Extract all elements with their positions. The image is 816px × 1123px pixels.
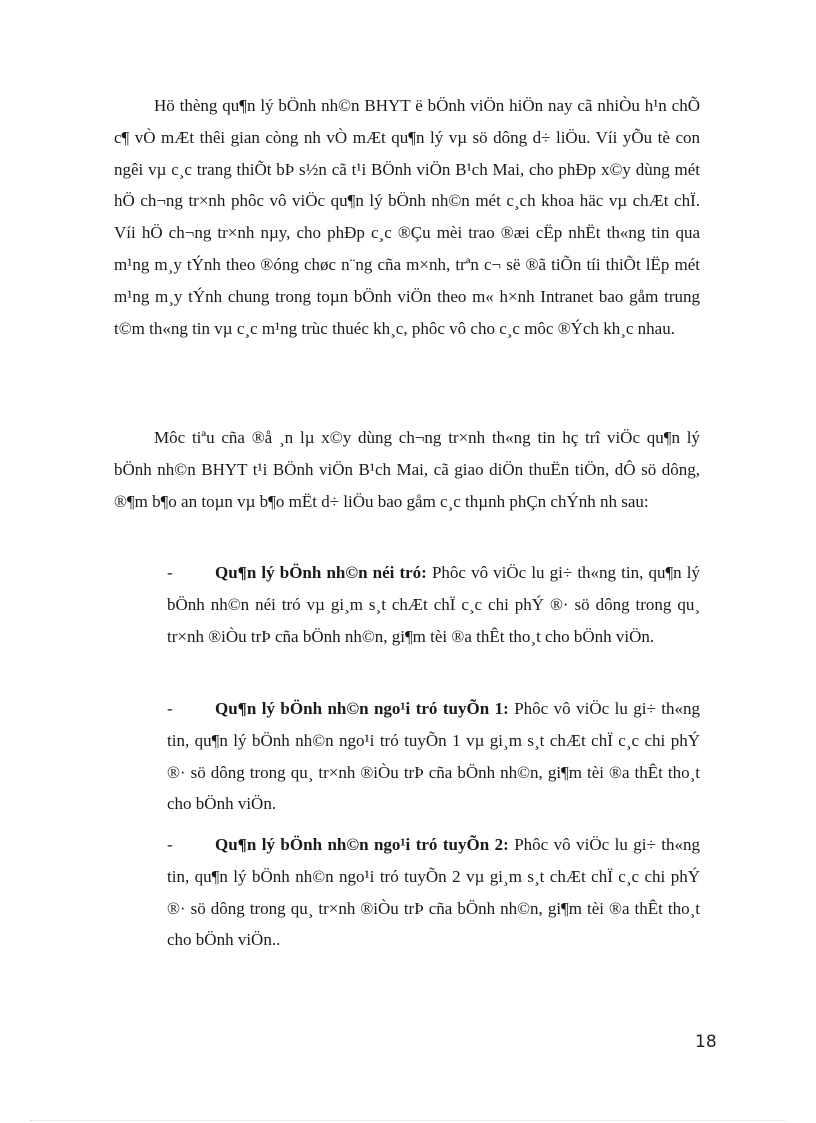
bullet-item-outpatient-line-1 bbox=[167, 693, 700, 820]
bullet-dash: - bbox=[167, 699, 173, 718]
body-paragraph-project-goal: Môc tiªu cña ®å ¸n lµ x©y dùng ch¬ng tr×nh th«ng tin hç trî viÖc qu¶n lý bÖnh nh©n BHYT t¹i BÖnh viÖn B¹ch Mai, cã giao diÖn thuËn tiÖn, dÔ sö dông, ®¶m b¶o an toµn vµ b¶o mËt d÷ liÖu bao gåm c¸c thµnh phÇn chÝnh nh sau: bbox=[114, 428, 700, 511]
bullet-dash: - bbox=[167, 563, 173, 582]
bullet-dash: - bbox=[167, 835, 173, 854]
bullet-item-inpatient bbox=[167, 557, 700, 652]
bullet-title: Qu¶n lý bÖnh nh©n ngo¹i tró tuyÕn 1: bbox=[215, 699, 509, 718]
bullet-text: Phôc vô viÖc lu gi÷ th«ng tin, qu¶n lý bÖnh nh©n ngo¹i tró tuyÕn 1 vµ gi¸m s¸t chÆt chÏ c¸c chi phÝ ®· sö dông trong qu¸ tr×nh ®iÒu trÞ cña bÖnh nh©n, gi¶m tèi ®a thÊt tho¸t cho bÖnh viÖn. bbox=[167, 699, 701, 814]
bullet-title: Qu¶n lý bÖnh nh©n néi tró: bbox=[215, 563, 427, 582]
page-number: 18 bbox=[695, 1032, 717, 1052]
bullet-title: Qu¶n lý bÖnh nh©n ngo¹i tró tuyÕn 2: bbox=[215, 835, 509, 854]
bullet-item-outpatient-line-2 bbox=[167, 829, 700, 956]
bullet-text: Phôc vô viÖc lu gi÷ th«ng tin, qu¶n lý bÖnh nh©n néi tró vµ gi¸m s¸t chÆt chÏ c¸c chi phÝ ®· sö dông trong qu¸ tr×nh ®iÒu trÞ cña bÖnh nh©n, gi¶m tèi ®a thÊt tho¸t cho bÖnh viÖn. bbox=[167, 563, 701, 646]
page-bottom-divider bbox=[30, 1120, 786, 1121]
body-paragraph-system-overview: Hö thèng qu¶n lý bÖnh nh©n BHYT ë bÖnh viÖn hiÖn nay cã nhiÒu h¹n chÕ c¶ vÒ mÆt thêi gian còng nh vÒ mÆt qu¶n lý vµ sö dông d÷ liÖu. Víi yÕu tè con ngêi vµ c¸c trang thiÕt bÞ s½n cã t¹i BÖnh viÖn B¹ch Mai, cho phÐp x©y dùng mét hÖ ch¬ng tr×nh phôc vô viÖc qu¶n lý bÖnh nh©n mét c¸ch khoa häc vµ chÆt chÏ. Víi hÖ ch¬ng tr×nh nµy, cho phÐp c¸c ®Çu mèi trao ®æi cËp nhËt th«ng tin qua m¹ng m¸y tÝnh theo ®óng chøc n¨ng cña m×nh, trªn c¬ së ®ã tiÕn tíi thiÕt lËp mét m¹ng m¸y tÝnh chung trong toµn bÖnh viÖn theo m« h×nh Intranet bao gåm trung t©m th«ng tin vµ c¸c m¹ng trùc thuéc kh¸c, phôc vô cho c¸c môc ®Ých kh¸c nhau. bbox=[114, 96, 700, 338]
bullet-text: Phôc vô viÖc lu gi÷ th«ng tin, qu¶n lý bÖnh nh©n ngo¹i tró tuyÕn 2 vµ gi¸m s¸t chÆt chÏ c¸c chi phÝ ®· sö dông trong qu¸ tr×nh ®iÒu trÞ cña bÖnh nh©n, gi¶m tèi ®a thÊt tho¸t cho bÖnh viÖn.. bbox=[167, 835, 701, 950]
